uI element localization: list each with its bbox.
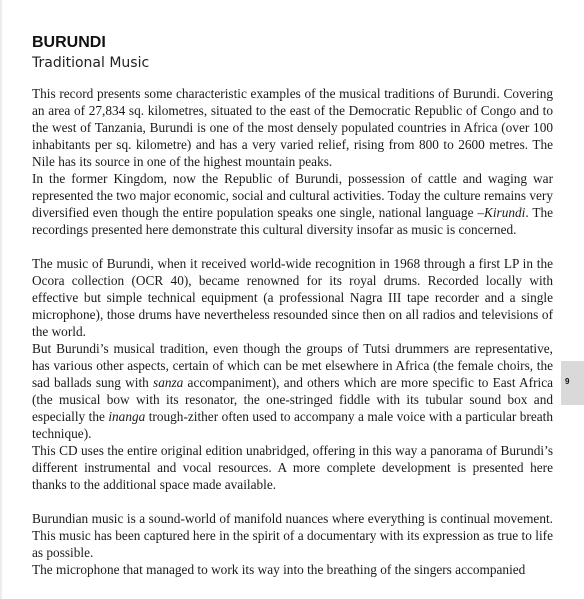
page-subtitle: Traditional Music — [32, 55, 150, 71]
paragraph-tradition-text: But Burundi’s musical tradition, even though the groups of Tutsi drummers are representative, has various other aspects, certain of which can be met elsewhere in Africa (the female choirs, the sad ballads sung with — [32, 341, 553, 390]
paragraph-microphone: The microphone that managed to work its way into the breathing of the singers accompanied — [32, 562, 526, 577]
inanga-term: inanga — [108, 409, 146, 424]
paragraph-kingdom-text: In the former Kingdom, now the Republic of Burundi, possession of cattle and waging war represented the two major economic, social and cultural activities. Today the culture remains very diversified even though the entire population speaks one single, national language – — [32, 171, 553, 220]
page-number: 9 — [565, 377, 570, 386]
paragraph-tradition-end: trough-zither often used to accompany a male voice with a particular breath technique). — [32, 409, 553, 441]
sanza-term: sanza — [153, 375, 184, 390]
page-title: BURUNDI — [32, 34, 106, 51]
page-edge-shadow — [0, 0, 3, 599]
paragraph-cd-edition: This CD uses the entire original edition unabridged, offering in this way a panorama of Burundi’s different instrumental and vocal resources. A more complete development is presented here thanks to the additional space made available. — [32, 443, 553, 492]
paragraph-sound-world: Burundian music is a sound-world of manifold nuances where everything is continual movement. This music has been captured here in the spirit of a documentary with its expression as true to life as possible. — [32, 511, 553, 560]
kirundi-term: Kirundi — [483, 205, 526, 220]
paragraph-tradition-middle: accompaniment), and others which are more specific to East Africa (the musical bow with its resonator, the one-stringed fiddle with its tubular sound box and especially the — [32, 375, 553, 424]
paragraph-kingdom-end: . The recordings presented here demonstrate this cultural diversity insofar as music is concerned. — [32, 205, 553, 237]
body-text — [32, 85, 553, 578]
paragraph-tradition — [32, 340, 553, 442]
paragraph-kingdom — [32, 170, 553, 238]
paragraph-intro: This record presents some characteristic examples of the musical traditions of Burundi. Covering an area of 27,834 sq. kilometres, situated to the east of the Democratic Republic of Congo and to the west of Tanzania, Burundi is one of the most densely populated countries in Africa (over 100 inhabitants per sq. kilometre) and has a very varied relief, rising from 800 to 2600 metres. The Nile has its source in one of the highest mountain peaks. — [32, 86, 553, 169]
paragraph-royal-drums: The music of Burundi, when it received world-wide recognition in 1968 through a first LP in the Ocora collection (OCR 40), became renowned for its royal drums. Recorded locally with effective but simple technical equipment (a professional Nagra III tape recorder and a single microphone), those drums have nevertheless resounded since then on all radios and televisions of the world. — [32, 256, 553, 339]
